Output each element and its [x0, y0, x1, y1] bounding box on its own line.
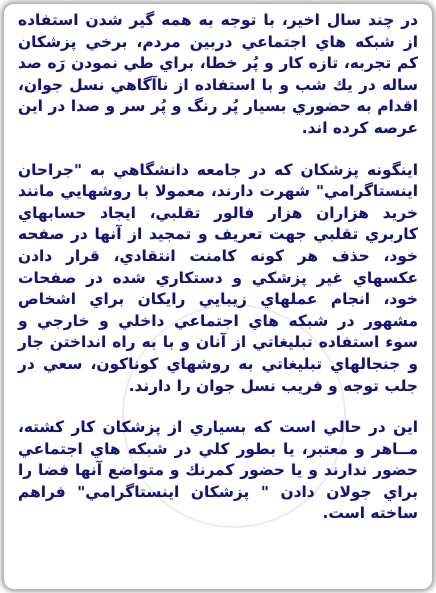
paragraph-2: اينگونه پزشكان كه در جامعه دانشگاهي به "جراحان اينستاگرامي" شهرت دارند، معمولا با روشهايي مانند خريد هزاران هزار فالور تقلبي، ايجاد حسابهاي كاربري تقلبي جهت تعريف و تمجيد از آنها در صفحه خود، حذف هر كونه كامنت انتقادي، قرار دادن عكسهاي غير پزشكي و دستكاري شده در صفحات خود، انجام عملهاي زيبايي رايكان براي اشخاص مشهور در شبكه هاي اجتماعي داخلي و خارجي و سوء استفاده تبليغاتي از آنان و با به راه انداختن جار و جنجالهاي تبليغاتي به روشهاي كوناكون، سعي در جلب توجه و فريب نسل جوان را دارند. — [18, 160, 418, 395]
paragraph-3: اين در حالي است كه بسياري از پزشكان كار كشته، مــاهر و معتبر، يا بطور كلي در شبكه هاي اجتماعي حضور ندارند و يا حضور كمرنك و متواضع آنها فضا را براي جولان دادن " پزشكان اينستاگرامي" فراهم ساخته است. — [18, 418, 418, 523]
paragraph-1: در چند سال اخير، با توجه به همه گير شدن استفاده از شبكه هاي اجتماعي دربين مردم، برخي پزشكان كم تجربه، تازه كار و پُر خطا، براي طي نمودن رَه صد ساله در يك شب و با استفاده از ناآگاهي نسل جوان، اقدام به حضوري بسيار پُر رنگ و پُر سر و صدا در اين عرصه كرده اند. — [18, 11, 418, 137]
document-body — [18, 10, 418, 545]
document-frame — [4, 4, 432, 589]
